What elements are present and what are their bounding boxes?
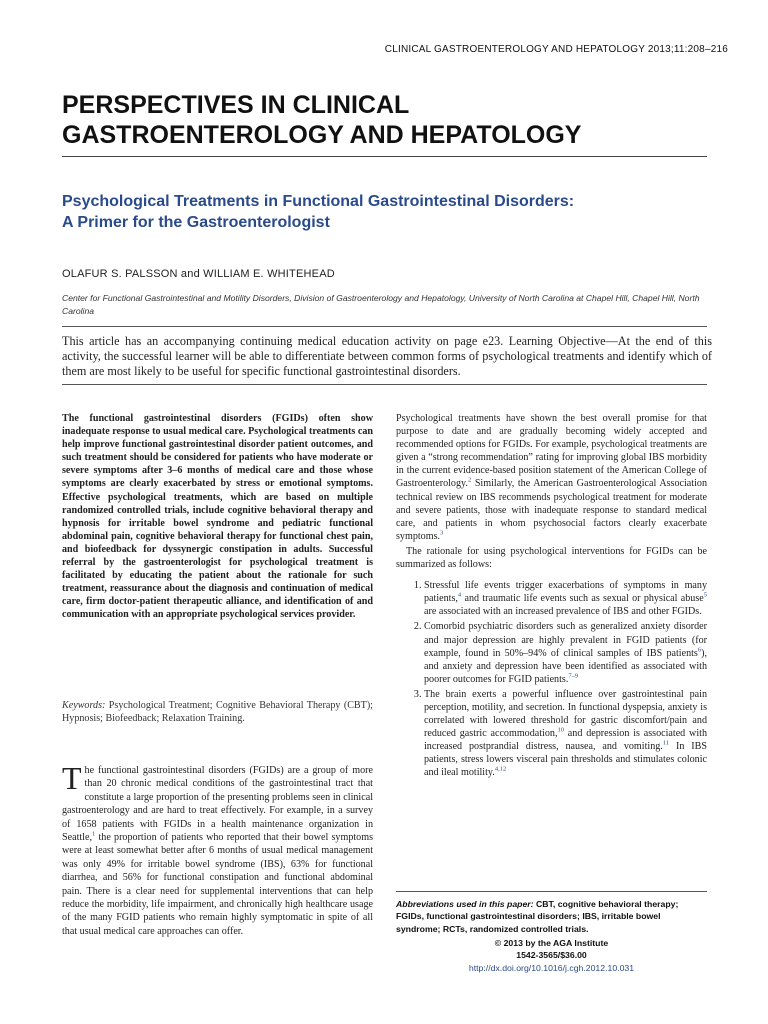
doi-link[interactable]: http://dx.doi.org/10.1016/j.cgh.2012.10.031 [468, 962, 635, 973]
intro-text: the proportion of patients who reported that their bowel symptoms were at least somewhat better after 6 months of usual medical management was only 49% for irritable bowel syndrome (IBS), 63% for functional diarrhea, and 56% for functional constipation and functional abdominal pain. There is a clear need for supplemental interventions that can help reduce the morbidity, life impairment, and chronically high healthcare usage of the many FGID patients who remain highly symptomatic in spite of all that usual medical care approaches can offer. [62, 832, 373, 937]
author-affiliation: Center for Functional Gastrointestinal and Motility Disorders, Division of Gastroenterology and Hepatology, University of North Carolina at Chapel Hill, Chapel Hill, North Carolina [62, 293, 700, 316]
reference-link[interactable]: 5 [703, 591, 707, 599]
list-text: are associated with an increased prevalence of IBS and other FGIDs. [424, 606, 702, 618]
reference-link[interactable]: 1 [92, 830, 96, 838]
right-column [396, 412, 707, 782]
list-item [424, 579, 707, 618]
author-list: OLAFUR S. PALSSON and WILLIAM E. WHITEHEAD [62, 268, 335, 280]
issn-price: 1542-3565/$36.00 [516, 950, 587, 961]
list-text: and traumatic life events such as sexual or physical abuse [461, 593, 704, 605]
rationale-list [396, 579, 707, 779]
list-text: The brain exerts a powerful influence over gastrointestinal pain perception, motility, and secretion. In functional dyspepsia, anxiety is correlated with lowered threshold for gastric discomfort/pain and reduced gastric accommodation, [424, 688, 707, 740]
series-heading-line2: GASTROENTEROLOGY AND HEPATOLOGY [62, 121, 582, 149]
reference-link[interactable]: 11 [662, 739, 670, 747]
introduction-paragraph [62, 760, 373, 938]
drop-cap: T [62, 760, 82, 796]
body-paragraph [396, 412, 707, 543]
reference-link[interactable]: 2 [467, 477, 472, 485]
article-title-line1: Psychological Treatments in Functional Gastrointestinal Disorders: [62, 193, 575, 210]
reference-link[interactable]: 4 [457, 591, 462, 599]
cme-top-divider [62, 326, 707, 327]
body-text: Similarly, the American Gastroenterological Association technical review on IBS recommends psychological treatment for moderate and severe patients, those with inadequate response to standard medical care, and patients in whom psychosocial factors clearly exacerbate symptoms. [396, 478, 707, 542]
reference-link[interactable]: 4,12 [494, 766, 507, 774]
list-item [424, 620, 707, 685]
copyright: © 2013 by the AGA Institute [494, 938, 609, 948]
list-text: ), and anxiety and depression have been identified as associated with poorer outcomes for FGID patients. [424, 647, 707, 685]
cme-bottom-divider [62, 384, 707, 385]
article-title-line2: A Primer for the Gastroenterologist [62, 214, 330, 231]
list-item [424, 688, 707, 780]
keywords [62, 699, 373, 725]
abbreviations-label: Abbreviations used in this paper: [396, 899, 534, 909]
keywords-text: Psychological Treatment; Cognitive Behavioral Therapy (CBT); Hypnosis; Biofeedback; Relaxation Training. [62, 700, 373, 725]
series-heading-line1: PERSPECTIVES IN CLINICAL [62, 91, 410, 119]
reference-link[interactable]: 7–9 [568, 672, 579, 680]
keywords-label: Keywords: [62, 700, 106, 711]
heading-divider [62, 156, 707, 157]
list-text: Stressful life events trigger exacerbations of symptoms in many patients, [424, 580, 707, 605]
reference-link[interactable]: 3 [440, 529, 444, 537]
reference-link[interactable]: 6 [697, 646, 702, 654]
cme-notice: This article has an accompanying continuing medical education activity on page e23. Learning Objective—At the end of this activity, the successful learner will be able to differentiate between common forms of psychological treatments and identify which of them are most likely to be useful for specific functional gastrointestinal disorders. [62, 334, 712, 378]
footnote-divider [396, 891, 707, 892]
abbreviations-footnote [396, 898, 707, 935]
journal-citation: CLINICAL GASTROENTEROLOGY AND HEPATOLOGY 2013;11:208–216 [384, 44, 728, 55]
abbreviations-text: CBT, cognitive behavioral therapy; FGIDs, functional gastrointestinal disorders; IBS, irritable bowel syndrome; RCTs, randomized controlled trials. [396, 899, 679, 934]
intro-text: he functional gastrointestinal disorders (FGIDs) are a group of more than 20 chronic medical conditions of the gastrointestinal tract that constitute a large proportion of the presenting problems seen in clinical gastroenterology and are hard to treat effectively. For example, in a survey of 1658 patients with FGIDs in a health maintenance organization in Seattle, [62, 765, 373, 844]
publication-footer [396, 937, 707, 974]
list-text: Comorbid psychiatric disorders such as generalized anxiety disorder and major depression are highly prevalent in FGID patients (for example, found in 50%–94% of clinical samples of IBS patients [424, 621, 707, 659]
article-title [62, 191, 722, 233]
list-text: and depression is associated with increased postprandial distress, nausea, and vomiting. [424, 728, 707, 753]
rationale-paragraph: The rationale for using psychological interventions for FGIDs can be summarized as follows: [396, 545, 707, 571]
list-text: In IBS patients, stress lowers visceral pain thresholds and stimulates colonic and ileal motility. [424, 741, 707, 779]
abstract: The functional gastrointestinal disorders (FGIDs) often show inadequate response to usual medical care. Psychological treatments can help improve functional gastrointestinal disorder patient outcomes, and such treatment should be considered for patients who have moderate or severe symptoms after 3–6 months of medical care and those whose symptoms are clearly exacerbated by stress or emotional symptoms. Effective psychological treatments, which are based on multiple randomized controlled trials, include cognitive behavioral therapy and hypnosis for irritable bowel syndrome and pediatric functional abdominal pain, cognitive behavioral therapy for functional chest pain, and biofeedback for dyssynergic constipation in adults. Successful referral by the gastroenterologist for psychological treatment is facilitated by educating the patient about the rationale for such treatment, reassurance about the diagnosis and continuation of medical care, firm doctor-patient therapeutic alliance, and identification of and communication with an appropriate psychological services provider. [62, 413, 373, 621]
body-text: Psychological treatments have shown the best overall promise for that purpose to date and are gradually becoming widely accepted and recommended options for FGIDs. For example, psychological treatments are given a “strong recommendation” rating for improving global IBS morbidity in the current evidence-based position statement of the American College of Gastroenterology. [396, 413, 707, 490]
series-heading [62, 90, 722, 150]
reference-link[interactable]: 10 [557, 726, 564, 734]
